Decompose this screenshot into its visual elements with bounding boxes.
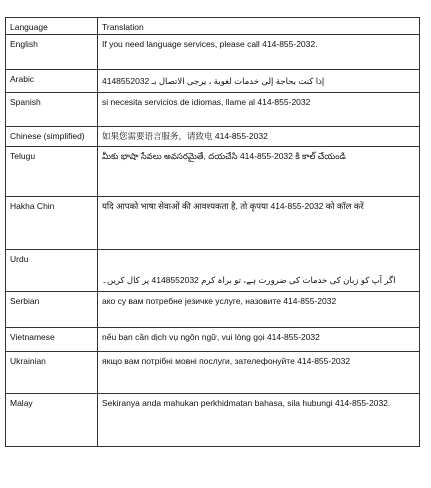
table-row <box>6 127 420 147</box>
table-row <box>6 35 420 70</box>
translation-cell: మీకు భాషా సేవలు అవసరమైతే, దయచేసి 414-855-2032 కి కాల్ చేయండి <box>98 147 420 197</box>
language-cell: Spanish <box>6 93 98 127</box>
table-row <box>6 147 420 197</box>
header-language: Language <box>6 18 98 35</box>
translation-cell: यदि आपको भाषा सेवाओं की आवश्यकता है, तो कृपया 414-855-2032 को कॉल करें <box>98 197 420 250</box>
table-header-row <box>6 18 420 35</box>
language-cell: Serbian <box>6 292 98 328</box>
table-row <box>6 352 420 394</box>
language-cell: Urdu <box>6 250 98 292</box>
language-cell: Vietnamese <box>6 328 98 352</box>
table-row <box>6 93 420 127</box>
translation-cell: إذا كنت بحاجة إلى خدمات لغوية ، يرجى الاتصال بـ 4148552032 <box>98 70 420 93</box>
translation-cell: si necesita servicios de idiomas, llame al 414-855-2032 <box>98 93 420 127</box>
translation-cell: Sekiranya anda mahukan perkhidmatan bahasa, sila hubungi 414-855-2032. <box>98 394 420 447</box>
translation-cell: ако су вам потребне језичке услуге, назовите 414-855-2032 <box>98 292 420 328</box>
language-services-table <box>5 17 420 447</box>
language-cell: English <box>6 35 98 70</box>
language-cell: Ukrainian <box>6 352 98 394</box>
table-row <box>6 70 420 93</box>
table-row <box>6 250 420 292</box>
header-translation: Translation <box>98 18 420 35</box>
translation-cell: nếu bạn cần dịch vụ ngôn ngữ, vui lòng gọi 414-855-2032 <box>98 328 420 352</box>
translation-cell: اگر آپ کو زبان کی خدمات کی ضرورت ہے، تو براہ کرم 4148552032 پر کال کریں۔ <box>98 250 420 292</box>
language-cell: Telugu <box>6 147 98 197</box>
language-cell: Malay <box>6 394 98 447</box>
translation-cell: 如果您需要语言服务，请致电 414-855-2032 <box>98 127 420 147</box>
table-row <box>6 394 420 447</box>
language-cell: Hakha Chin <box>6 197 98 250</box>
table-row <box>6 328 420 352</box>
table-row <box>6 292 420 328</box>
language-cell: Arabic <box>6 70 98 93</box>
translation-cell: If you need language services, please call 414-855-2032. <box>98 35 420 70</box>
table-row <box>6 197 420 250</box>
language-cell: Chinese (simplified) <box>6 127 98 147</box>
translation-cell: якщо вам потрібні мовні послуги, зателефонуйте 414-855-2032 <box>98 352 420 394</box>
